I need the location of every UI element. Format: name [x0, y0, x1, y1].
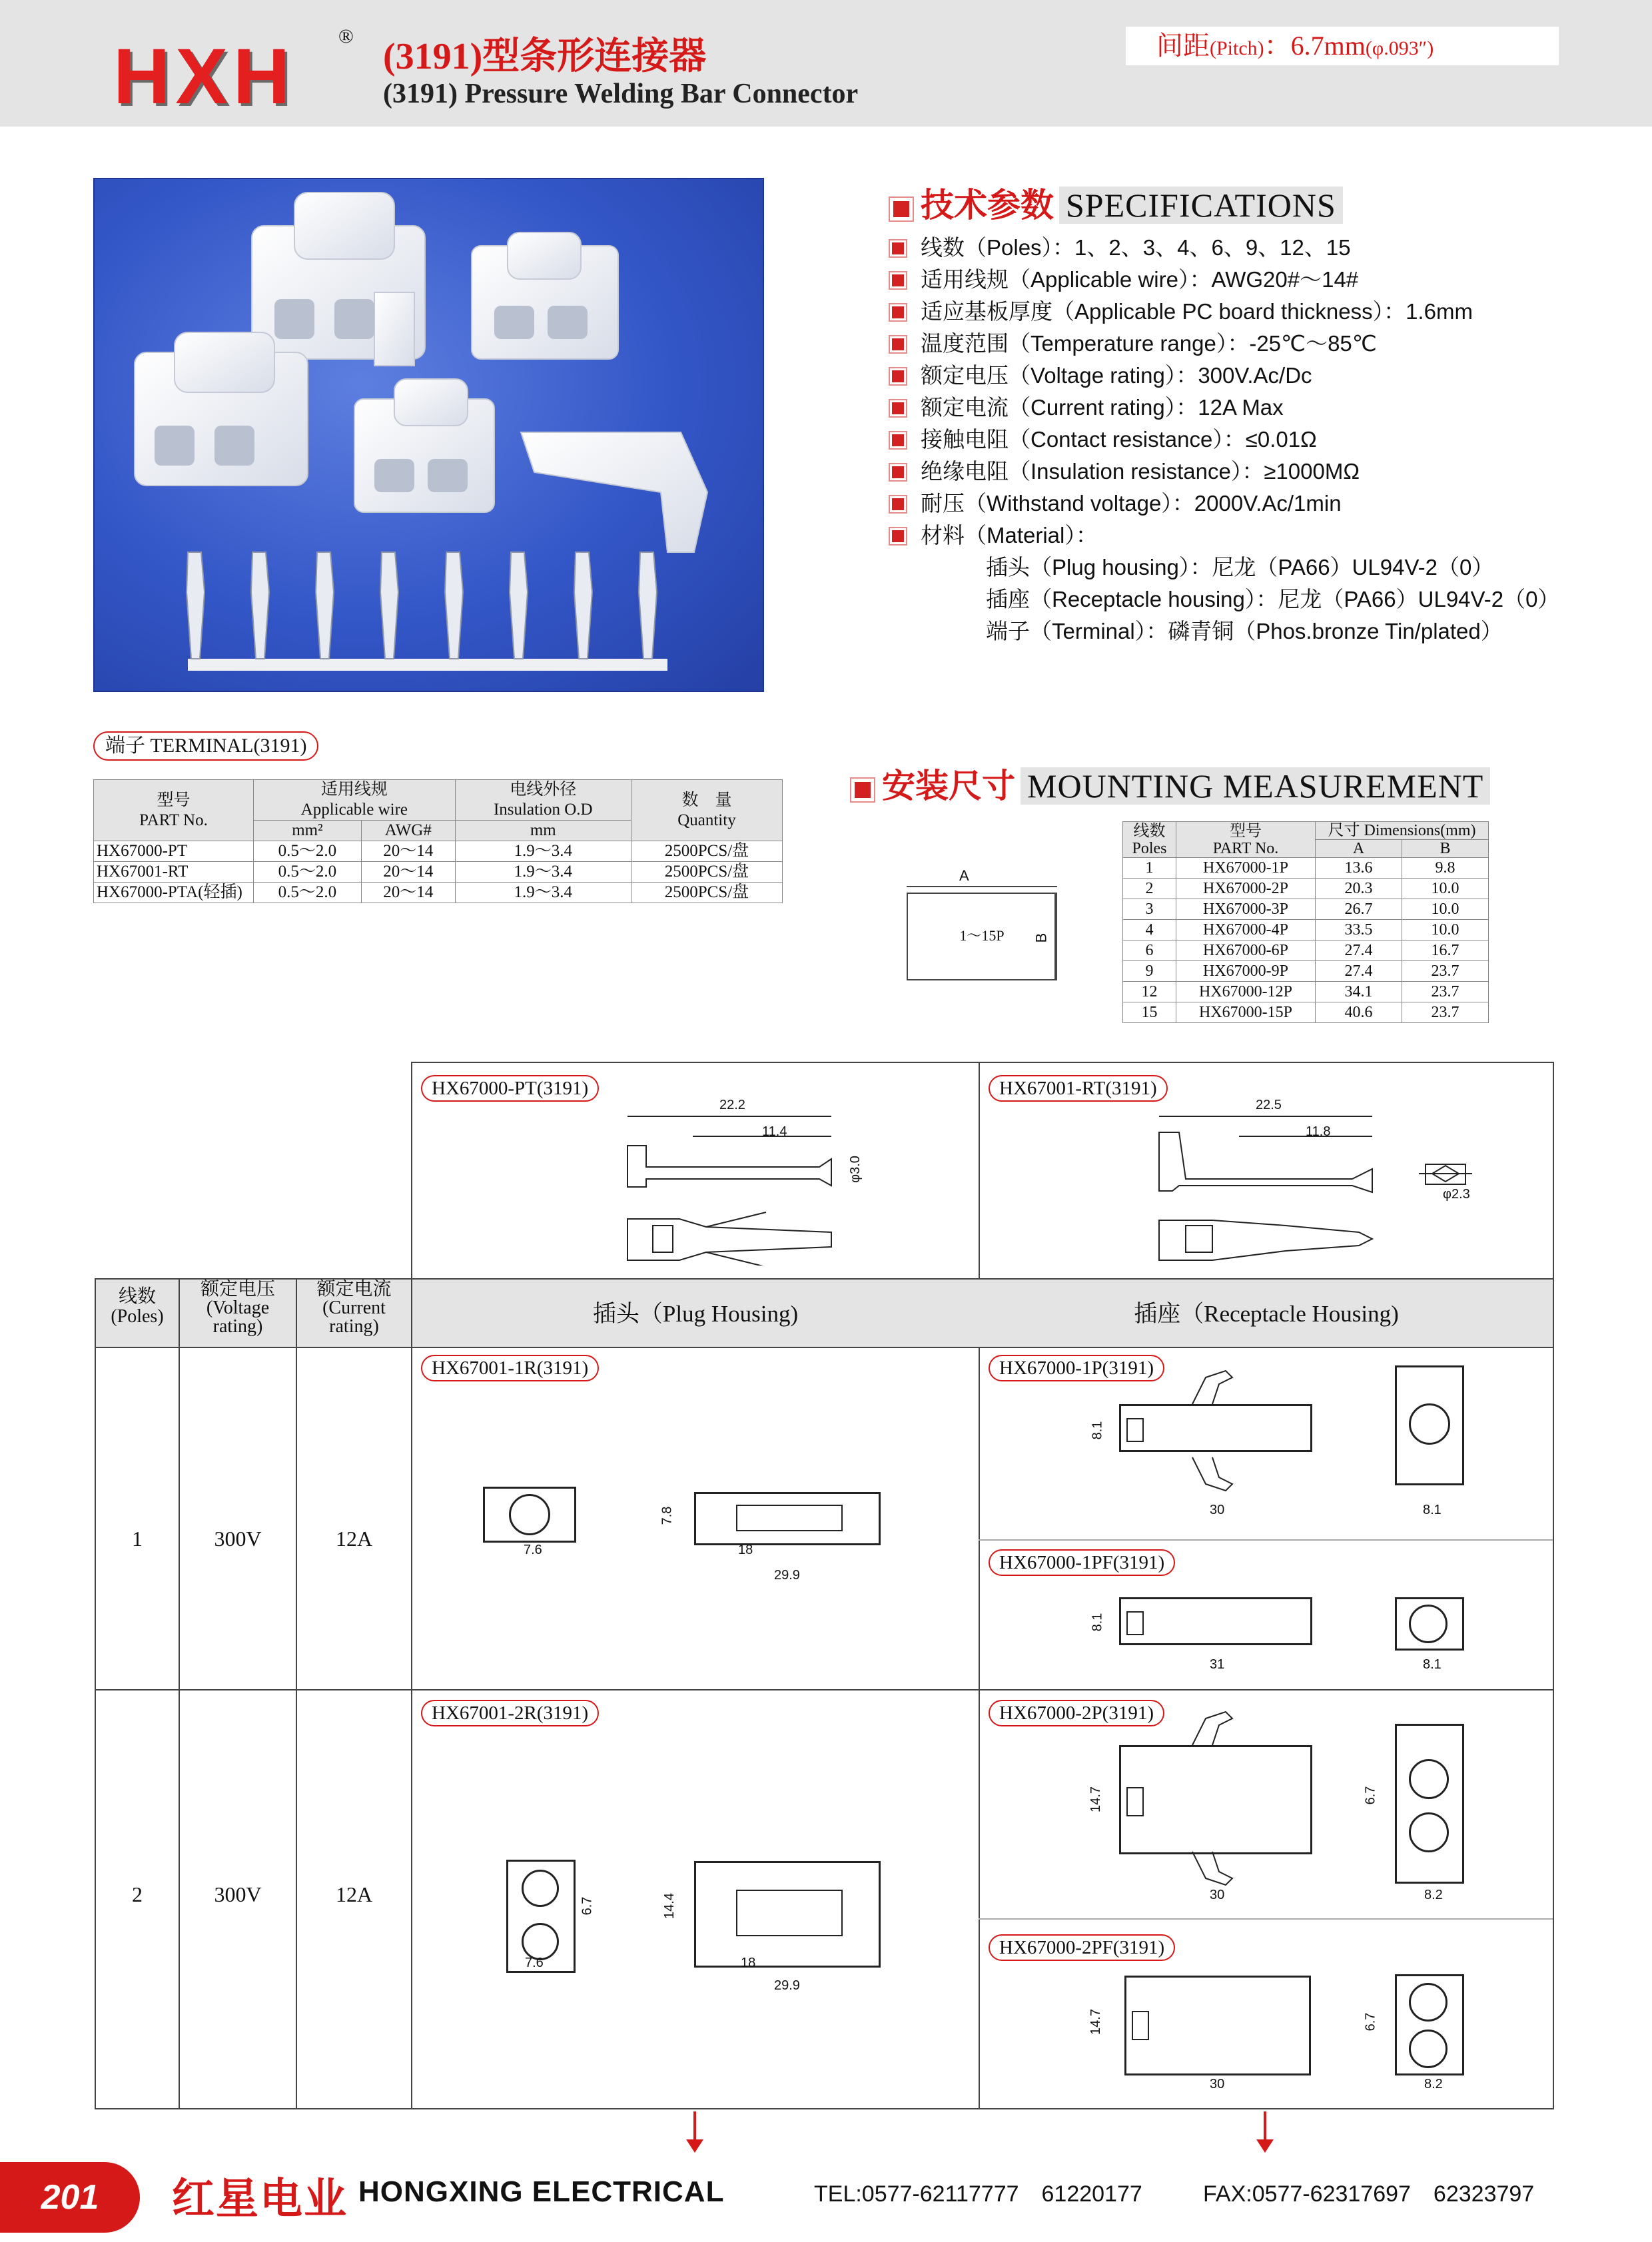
- recept-1pf-side: [1119, 1597, 1312, 1645]
- cell-a: 33.5: [1316, 920, 1402, 940]
- telephone: TEL:0577-62117777 61220177: [814, 2181, 1142, 2207]
- recept-2pf-l: 30: [1210, 2077, 1225, 2091]
- recept-2p-l: 30: [1210, 1888, 1225, 1902]
- th-mm2: mm²: [254, 821, 362, 841]
- spec-item: [890, 520, 1473, 552]
- recept-2pf-front: [1395, 1974, 1464, 2075]
- cell-part: HX67000-PT: [94, 841, 254, 862]
- th-partno-en: PART No.: [1212, 839, 1279, 857]
- registered-mark: ®: [338, 25, 354, 47]
- recept-1p-w: 8.1: [1423, 1503, 1442, 1517]
- table-row: [94, 841, 783, 862]
- table-row: [1123, 982, 1489, 1002]
- plug-1r-l1: 18: [738, 1543, 753, 1557]
- mounting-title: [851, 759, 1490, 807]
- th-od-cn: 电线外径: [510, 781, 577, 799]
- cell-od: 1.9～3.4: [455, 883, 631, 903]
- pitch-box: [1126, 27, 1559, 65]
- recept-1pf-front: [1395, 1597, 1464, 1651]
- cell-part: HX67000-4P: [1176, 920, 1316, 940]
- plug-1r-front: [483, 1487, 576, 1543]
- th-wire-en: Applicable wire: [300, 801, 408, 819]
- spec-text: 额定电压（Voltage rating）：300V.Ac/Dc: [921, 363, 1312, 388]
- pitch-inch: (φ.093″): [1365, 37, 1434, 59]
- red-square-icon: [890, 198, 913, 220]
- subrow-line: [979, 1918, 1553, 1920]
- spec-item: [890, 232, 1473, 264]
- pitch-label: 间距: [1156, 31, 1210, 61]
- cell-poles: 3: [1123, 899, 1176, 920]
- th-awg: AWG#: [361, 821, 455, 841]
- plug-2r-side: [694, 1861, 881, 1968]
- cell-part: HX67000-9P: [1176, 961, 1316, 982]
- recept-2pf-h: 14.7: [1088, 2009, 1103, 2035]
- col-line: [411, 1278, 412, 2109]
- material-item: 插头（Plug housing）：尼龙（PA66）UL94V-2（0）: [986, 555, 1494, 579]
- th-wire: [254, 780, 456, 821]
- spec-item: [890, 264, 1473, 296]
- tag-plug-2r: HX67001-2R(3191): [421, 1700, 599, 1726]
- th-partno: [1176, 822, 1316, 858]
- frame-left: [95, 1278, 96, 2109]
- col-line: [179, 1278, 180, 2109]
- material-item: 端子（Terminal）：磷青铜（Phos.bronze Tin/plated）: [986, 619, 1503, 643]
- plug-2r-l2: 29.9: [774, 1978, 800, 1993]
- cell-mm2: 0.5～2.0: [254, 841, 362, 862]
- bullet-icon: [890, 400, 906, 416]
- recept-2p-pitch: 6.7: [1363, 1786, 1378, 1805]
- recept-1p-latch: [1126, 1418, 1144, 1442]
- tag-terminal-p: HX67000-PT(3191): [421, 1075, 599, 1102]
- recept-2p-w: 8.2: [1424, 1888, 1443, 1902]
- cell-poles: 2: [1123, 879, 1176, 899]
- spec-text: 耐压（Withstand voltage）：2000V.Ac/1min: [921, 491, 1342, 516]
- tag-recept-2p: HX67000-2P(3191): [989, 1700, 1164, 1726]
- cell-b: 9.8: [1402, 858, 1489, 879]
- dim-b-line: [1054, 893, 1056, 980]
- cell-part: HX67000-6P: [1176, 940, 1316, 961]
- th-part-cn: 型号: [157, 791, 191, 809]
- th-qty: [631, 780, 782, 841]
- cell-b: 16.7: [1402, 940, 1489, 961]
- plug-2r-slot: [736, 1890, 843, 1936]
- tag-plug-1r: HX67001-1R(3191): [421, 1355, 599, 1381]
- col-line: [296, 1278, 297, 2109]
- specs-title: [890, 179, 1343, 226]
- fax: FAX:0577-62317697 62323797: [1203, 2181, 1535, 2207]
- th-partno-cn: 型号: [1230, 822, 1262, 840]
- recept-2pf-w: 8.2: [1424, 2077, 1443, 2091]
- plug-1r-slot: [736, 1505, 843, 1531]
- recept-2p-front: [1395, 1724, 1464, 1884]
- hxh-logo: HXH: [113, 33, 296, 121]
- table-row: [1123, 899, 1489, 920]
- th-poles-en: Poles: [1132, 839, 1167, 857]
- terminal-r-drawing: [1152, 1112, 1472, 1266]
- table-row: [1123, 961, 1489, 982]
- cell-qty: 2500PCS/盘: [631, 862, 782, 883]
- bullet-icon: [890, 336, 906, 352]
- mounting-box-label: 1～15P: [959, 927, 1005, 944]
- recept-2p-latch: [1126, 1787, 1144, 1816]
- spec-item: [890, 392, 1473, 424]
- recept-1p-front: [1395, 1365, 1464, 1485]
- dim-terminal-p-3: φ3.0: [847, 1156, 863, 1183]
- cell-od: 1.9～3.4: [455, 841, 631, 862]
- th-b: B: [1402, 840, 1489, 858]
- spec-text: 线数（Poles）：1、2、3、4、6、9、12、15: [921, 235, 1351, 260]
- bullet-icon: [890, 272, 906, 288]
- plug-2r-h2: 14.4: [661, 1893, 677, 1919]
- spec-item: [890, 456, 1473, 488]
- row2-current: 12A: [335, 1882, 373, 1906]
- cell-b: 10.0: [1402, 899, 1489, 920]
- dim-terminal-p-1: 22.2: [719, 1098, 745, 1112]
- pin-hole-icon: [522, 1870, 559, 1907]
- specs-title-cn: 技术参数: [921, 186, 1054, 224]
- col-plug-header: 插头（Plug Housing): [592, 1301, 799, 1327]
- cell-mm2: 0.5～2.0: [254, 883, 362, 903]
- cell-a: 20.3: [1316, 879, 1402, 899]
- cell-qty: 2500PCS/盘: [631, 841, 782, 862]
- mounting-title-cn: 安装尺寸: [882, 767, 1015, 805]
- cell-part: HX67000-1P: [1176, 858, 1316, 879]
- specs-title-en: SPECIFICATIONS: [1059, 187, 1343, 224]
- spec-item: [890, 424, 1473, 456]
- cell-part: HX67000-12P: [1176, 982, 1316, 1002]
- cell-a: 26.7: [1316, 899, 1402, 920]
- recept-1pf-w: 8.1: [1423, 1657, 1442, 1672]
- row1-current: 12A: [335, 1527, 373, 1551]
- recept-1pf-h: 8.1: [1090, 1613, 1105, 1632]
- col-poles-header: 线数 (Poles): [111, 1286, 164, 1327]
- tag-recept-1p: HX67000-1P(3191): [989, 1355, 1164, 1381]
- tag-terminal-r: HX67001-RT(3191): [989, 1075, 1168, 1102]
- cell-b: 23.7: [1402, 961, 1489, 982]
- recept-2p-h: 14.7: [1088, 1786, 1103, 1812]
- material-item: 插座（Receptacle housing）：尼龙（PA66）UL94V-2（0）: [986, 587, 1560, 611]
- bullet-icon: [890, 304, 906, 320]
- plug-2r-l1: 18: [741, 1956, 756, 1970]
- cell-part: HX67000-15P: [1176, 1002, 1316, 1023]
- row2-voltage: 300V: [214, 1882, 262, 1906]
- th-dims: 尺寸 Dimensions(mm): [1316, 822, 1489, 840]
- table-row: [1123, 920, 1489, 940]
- bullet-icon: [890, 464, 906, 480]
- pitch-sub: (Pitch): [1210, 37, 1264, 59]
- pin-hole-icon: [1409, 1403, 1450, 1445]
- th-part: [94, 780, 254, 841]
- row-line: [95, 1689, 1554, 1690]
- dim-terminal-p-2: 11.4: [762, 1124, 787, 1139]
- title-chinese: (3191)型条形连接器: [383, 36, 707, 77]
- plug-1r-h: 7.8: [659, 1506, 675, 1525]
- th-poles-cn: 线数: [1133, 822, 1166, 840]
- dim-terminal-r-2: 11.8: [1306, 1124, 1331, 1139]
- row2-poles: 2: [132, 1882, 143, 1906]
- cell-a: 27.4: [1316, 961, 1402, 982]
- cell-b: 10.0: [1402, 879, 1489, 899]
- cell-b: 23.7: [1402, 982, 1489, 1002]
- table-row: [1123, 858, 1489, 879]
- spec-text: 适用线规（Applicable wire）：AWG20#～14#: [921, 267, 1359, 292]
- cell-a: 34.1: [1316, 982, 1402, 1002]
- th-poles: [1123, 822, 1176, 858]
- row1-voltage: 300V: [214, 1527, 262, 1551]
- spec-text: 额定电流（Current rating）：12A Max: [921, 395, 1284, 420]
- cell-awg: 20～14: [361, 883, 455, 903]
- tag-recept-2pf: HX67000-2PF(3191): [989, 1934, 1175, 1961]
- recept-1p-l: 30: [1210, 1503, 1225, 1517]
- cell-poles: 1: [1123, 858, 1176, 879]
- arrow-down-icon: [1255, 2111, 1275, 2154]
- cell-part: HX67000-3P: [1176, 899, 1316, 920]
- pitch-value: ：6.7mm: [1264, 31, 1366, 61]
- cell-part: HX67000-PTA(轻插): [94, 883, 254, 903]
- plug-1r-w: 7.6: [524, 1543, 542, 1557]
- product-photo: [93, 178, 764, 692]
- company-name-en: HONGXING ELECTRICAL: [358, 2175, 725, 2208]
- spec-list: [890, 232, 1473, 552]
- latch-arms-icon: [1186, 1705, 1246, 1892]
- cell-awg: 20～14: [361, 862, 455, 883]
- tag-recept-1pf: HX67000-1PF(3191): [989, 1549, 1175, 1576]
- column-divider: [979, 1062, 980, 2109]
- cell-part: HX67000-2P: [1176, 879, 1316, 899]
- cell-mm2: 0.5～2.0: [254, 862, 362, 883]
- pin-hole-icon: [1409, 2030, 1447, 2068]
- dim-b-label: B: [1032, 933, 1050, 943]
- pin-hole-icon: [522, 1923, 559, 1960]
- dim-terminal-r-3: φ2.3: [1443, 1187, 1470, 1202]
- page-number: 201: [0, 2162, 140, 2233]
- dim-a-line: [907, 886, 1057, 887]
- bullet-icon: [890, 528, 906, 544]
- cell-a: 40.6: [1316, 1002, 1402, 1023]
- dim-a-label: A: [959, 867, 969, 884]
- bullet-icon: [890, 432, 906, 448]
- th-qty-cn: 数 量: [681, 791, 732, 809]
- table-row: [94, 862, 783, 883]
- th-od: [455, 780, 631, 821]
- terminal-table: [93, 779, 783, 903]
- table-row: [1123, 879, 1489, 899]
- dim-terminal-r-1: 22.5: [1256, 1098, 1282, 1112]
- frame-bottom: [95, 2108, 1554, 2109]
- mounting-table: [1122, 821, 1489, 1023]
- cell-b: 10.0: [1402, 920, 1489, 940]
- pin-hole-icon: [1409, 1812, 1449, 1852]
- cell-poles: 15: [1123, 1002, 1176, 1023]
- cell-a: 27.4: [1316, 940, 1402, 961]
- th-a: A: [1316, 840, 1402, 858]
- cell-awg: 20～14: [361, 841, 455, 862]
- pin-hole-icon: [509, 1494, 550, 1535]
- row1-poles: 1: [132, 1527, 143, 1551]
- th-od-en: Insulation O.D: [493, 801, 593, 819]
- cell-part: HX67001-RT: [94, 862, 254, 883]
- col-voltage-header: 额定电压 (Voltage rating): [200, 1279, 275, 1337]
- plug-2r-h: 6.7: [580, 1896, 595, 1916]
- cell-poles: 6: [1123, 940, 1176, 961]
- cell-qty: 2500PCS/盘: [631, 883, 782, 903]
- mounting-title-en: MOUNTING MEASUREMENT: [1021, 767, 1490, 805]
- bullet-icon: [890, 240, 906, 256]
- latch-arms-icon: [1186, 1364, 1246, 1497]
- plug-2r-w: 7.6: [525, 1956, 544, 1970]
- spec-text: 材料（Material）：: [921, 523, 1098, 548]
- material-list: [986, 552, 1559, 647]
- connector-photo-illustration: [95, 179, 764, 692]
- recept-1pf-latch: [1126, 1611, 1144, 1635]
- frame-right: [1553, 1062, 1554, 2109]
- plug-1r-side: [694, 1492, 881, 1545]
- table-row: [1123, 940, 1489, 961]
- recept-2pf-latch: [1132, 2011, 1149, 2040]
- th-od-unit: mm: [455, 821, 631, 841]
- bullet-icon: [890, 368, 906, 384]
- spec-item: [890, 296, 1473, 328]
- spec-text: 适应基板厚度（Applicable PC board thickness）：1.6mm: [921, 299, 1473, 324]
- terminal-label: 端子 TERMINAL(3191): [93, 731, 318, 761]
- terminal-p-drawing: [620, 1112, 839, 1266]
- company-name-cn: 红星电业: [172, 2175, 348, 2224]
- th-qty-en: Quantity: [677, 811, 736, 829]
- pin-hole-icon: [1409, 1983, 1447, 2022]
- title-english: (3191) Pressure Welding Bar Connector: [383, 79, 859, 109]
- recept-1p-h: 8.1: [1090, 1421, 1105, 1440]
- cell-od: 1.9～3.4: [455, 862, 631, 883]
- cell-a: 13.6: [1316, 858, 1402, 879]
- spec-item: [890, 488, 1473, 520]
- col-recept-header: 插座（Receptacle Housing): [1134, 1301, 1399, 1327]
- spec-item: [890, 328, 1473, 360]
- arrow-down-icon: [685, 2111, 705, 2154]
- th-part-en: PART No.: [139, 811, 208, 829]
- recept-1pf-l: 31: [1210, 1657, 1225, 1672]
- spec-text: 接触电阻（Contact resistance）：≤0.01Ω: [921, 427, 1317, 452]
- recept-2pf-pitch: 6.7: [1363, 2012, 1378, 2032]
- pin-hole-icon: [1409, 1759, 1449, 1799]
- plug-1r-l2: 29.9: [774, 1568, 800, 1583]
- th-wire-cn: 适用线规: [320, 781, 388, 799]
- cell-b: 23.7: [1402, 1002, 1489, 1023]
- recept-2pf-side: [1124, 1976, 1311, 2075]
- subrow-line: [979, 1539, 1553, 1541]
- red-square-icon: [851, 779, 874, 801]
- cell-poles: 9: [1123, 961, 1176, 982]
- bullet-icon: [890, 496, 906, 512]
- spec-item: [890, 360, 1473, 392]
- pin-hole-icon: [1409, 1605, 1447, 1643]
- table-row: [1123, 1002, 1489, 1023]
- table-row: [94, 883, 783, 903]
- cell-poles: 4: [1123, 920, 1176, 940]
- spec-text: 温度范围（Temperature range）：-25℃～85℃: [921, 331, 1377, 356]
- col-current-header: 额定电流 (Current rating): [316, 1279, 392, 1337]
- cell-poles: 12: [1123, 982, 1176, 1002]
- spec-text: 绝缘电阻（Insulation resistance）：≥1000MΩ: [921, 459, 1360, 484]
